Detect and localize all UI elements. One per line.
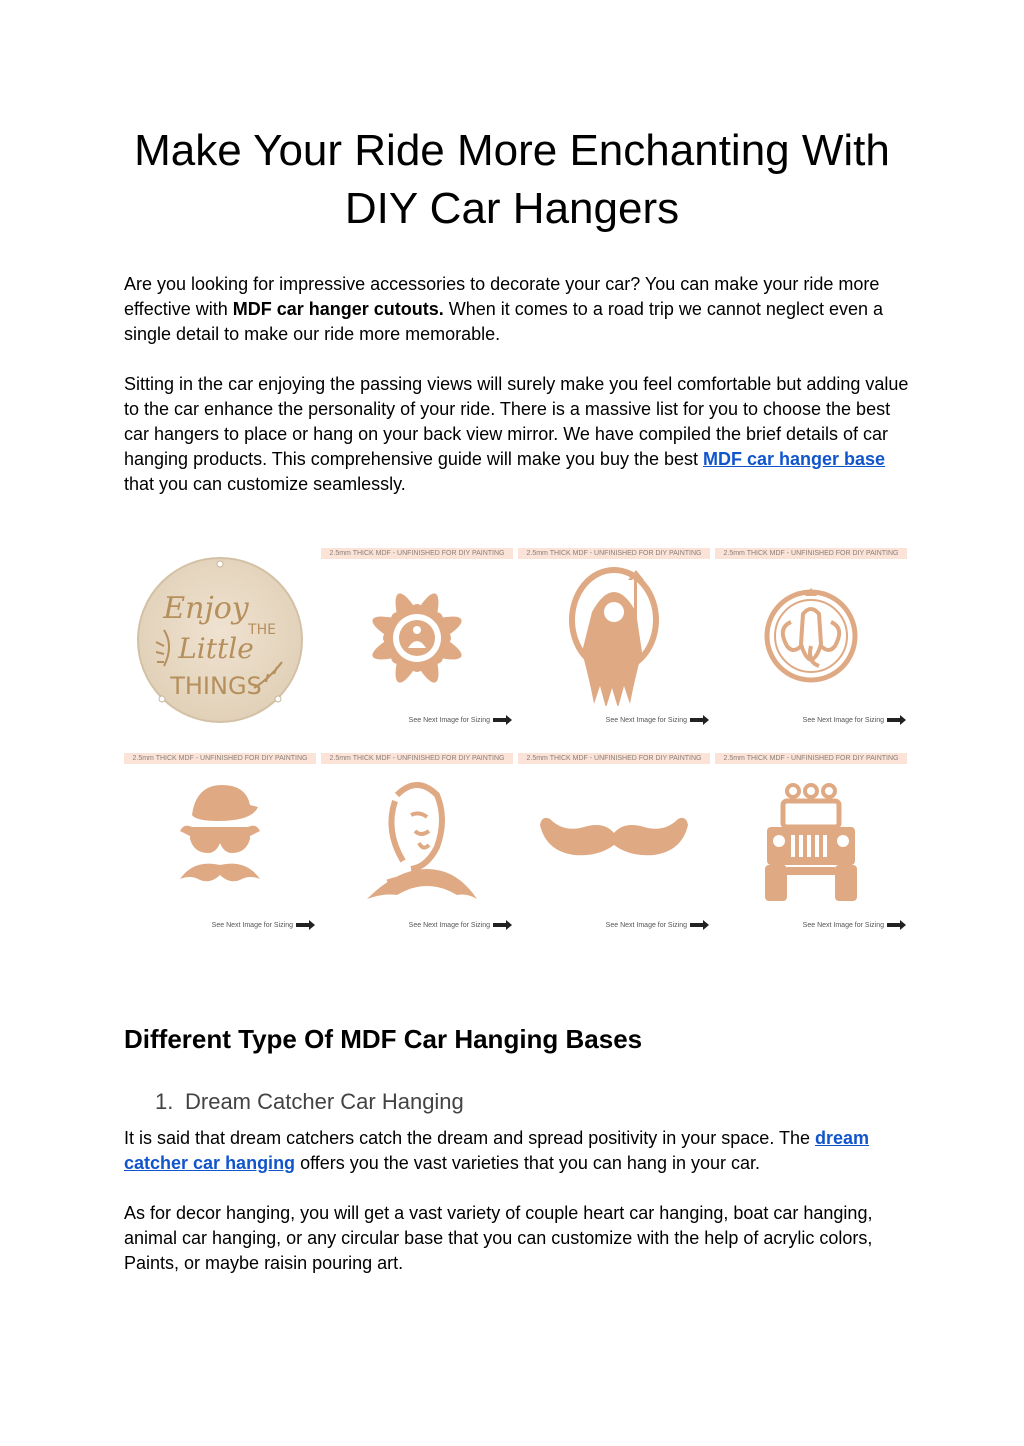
product-card-shiva-portrait xyxy=(321,745,513,941)
sizing-hint-text: See Next Image for Sizing xyxy=(605,922,687,929)
intro-paragraph xyxy=(124,272,914,347)
product-image-grid xyxy=(124,540,908,940)
mustache-icon xyxy=(534,771,694,911)
arrow-right-icon xyxy=(493,923,507,927)
sizing-hint-text: See Next Image for Sizing xyxy=(211,922,293,929)
intro-bold-text: MDF car hanger cutouts. xyxy=(232,299,444,319)
sizing-hint xyxy=(212,922,310,929)
para3-text-2: offers you the vast varieties that you can hang in your car. xyxy=(295,1153,760,1173)
sizing-hint-text: See Next Image for Sizing xyxy=(408,717,490,724)
sizing-hint-text: See Next Image for Sizing xyxy=(605,717,687,724)
thickness-label: 2.5mm THICK MDF - UNFINISHED FOR DIY PAINTING xyxy=(518,548,710,559)
sign-word-little: Little xyxy=(178,632,254,665)
para3-text-1: It is said that dream catchers catch the dream and spread positivity in your space. The xyxy=(124,1128,816,1148)
sign-word-the: THE xyxy=(248,622,276,638)
sizing-hint xyxy=(409,717,507,724)
para2-text-2: that you can customize seamlessly. xyxy=(124,474,406,494)
product-card-jeep xyxy=(715,745,907,941)
list-number: 1. xyxy=(155,1089,174,1114)
thickness-label: 2.5mm THICK MDF - UNFINISHED FOR DIY PAINTING xyxy=(321,753,513,764)
body-paragraph-2 xyxy=(124,372,914,497)
ganesha-circle-icon xyxy=(731,566,891,706)
shiva-portrait-icon xyxy=(337,771,497,911)
arrow-right-icon xyxy=(690,718,704,722)
sign-word-things: THINGS xyxy=(170,672,262,700)
thickness-label: 2.5mm THICK MDF - UNFINISHED FOR DIY PAINTING xyxy=(518,753,710,764)
mandala-buddha-icon xyxy=(337,566,497,706)
thickness-label: 2.5mm THICK MDF - UNFINISHED FOR DIY PAINTING xyxy=(715,548,907,559)
body-paragraph-4: As for decor hanging, you will get a vast variety of couple heart car hanging, boat car hanging, animal car hanging, or any circular base that you can customize with the help of acrylic colors, Paints, or maybe raisin pouring art. xyxy=(124,1203,873,1273)
thickness-label: 2.5mm THICK MDF - UNFINISHED FOR DIY PAINTING xyxy=(124,753,316,764)
sizing-hint-text: See Next Image for Sizing xyxy=(408,922,490,929)
sizing-hint xyxy=(409,922,507,929)
product-card-shiva-trishul xyxy=(518,540,710,736)
sizing-hint-text: See Next Image for Sizing xyxy=(802,717,884,724)
intro-text-1: Are you looking for impressive accessories to decorate your car? You can make your ride more effective with xyxy=(124,274,880,319)
thickness-label: 2.5mm THICK MDF - UNFINISHED FOR DIY PAINTING xyxy=(321,548,513,559)
section-heading: Different Type Of MDF Car Hanging Bases xyxy=(124,1024,643,1054)
hat-mustache-face-icon xyxy=(140,771,300,911)
arrow-right-icon xyxy=(887,718,901,722)
sizing-hint-text: See Next Image for Sizing xyxy=(802,922,884,929)
sizing-hint xyxy=(803,922,901,929)
product-card-hat-face xyxy=(124,745,316,941)
round-sign-image xyxy=(124,540,316,736)
arrow-right-icon xyxy=(690,923,704,927)
list-item-label: Dream Catcher Car Hanging xyxy=(185,1089,464,1114)
arrow-right-icon xyxy=(887,923,901,927)
thickness-label: 2.5mm THICK MDF - UNFINISHED FOR DIY PAINTING xyxy=(715,753,907,764)
list-item-heading xyxy=(155,1089,464,1115)
sizing-hint xyxy=(803,717,901,724)
shiva-trishul-icon xyxy=(534,566,694,706)
body-paragraph-3 xyxy=(124,1126,914,1176)
mdf-car-hanger-base-link[interactable]: MDF car hanger base xyxy=(703,449,886,469)
arrow-right-icon xyxy=(296,923,310,927)
sizing-hint xyxy=(606,717,704,724)
page-title: Make Your Ride More Enchanting With DIY Car Hangers xyxy=(134,126,890,233)
intro-text-2: When it comes to a road trip we cannot neglect even a single detail to make our ride more memorable. xyxy=(124,299,884,344)
sizing-hint xyxy=(606,922,704,929)
product-card-ganesha xyxy=(715,540,907,736)
round-sign-icon xyxy=(134,554,306,726)
product-card-mustache xyxy=(518,745,710,941)
sign-word-enjoy: Enjoy xyxy=(163,591,249,626)
dream-catcher-car-hanging-link[interactable]: dream catcher car hanging xyxy=(124,1128,870,1173)
jeep-icon xyxy=(731,771,891,911)
para2-text-1: Sitting in the car enjoying the passing views will surely make you feel comfortable but adding value to the car enhance the personality of your ride. There is a massive list for you to choose the best car hangers to place or hang on your back view mirror. We have compiled the brief details of car hanging products. This comprehensive guide will make you buy the best xyxy=(124,374,909,469)
product-card-mandala xyxy=(321,540,513,736)
arrow-right-icon xyxy=(493,718,507,722)
